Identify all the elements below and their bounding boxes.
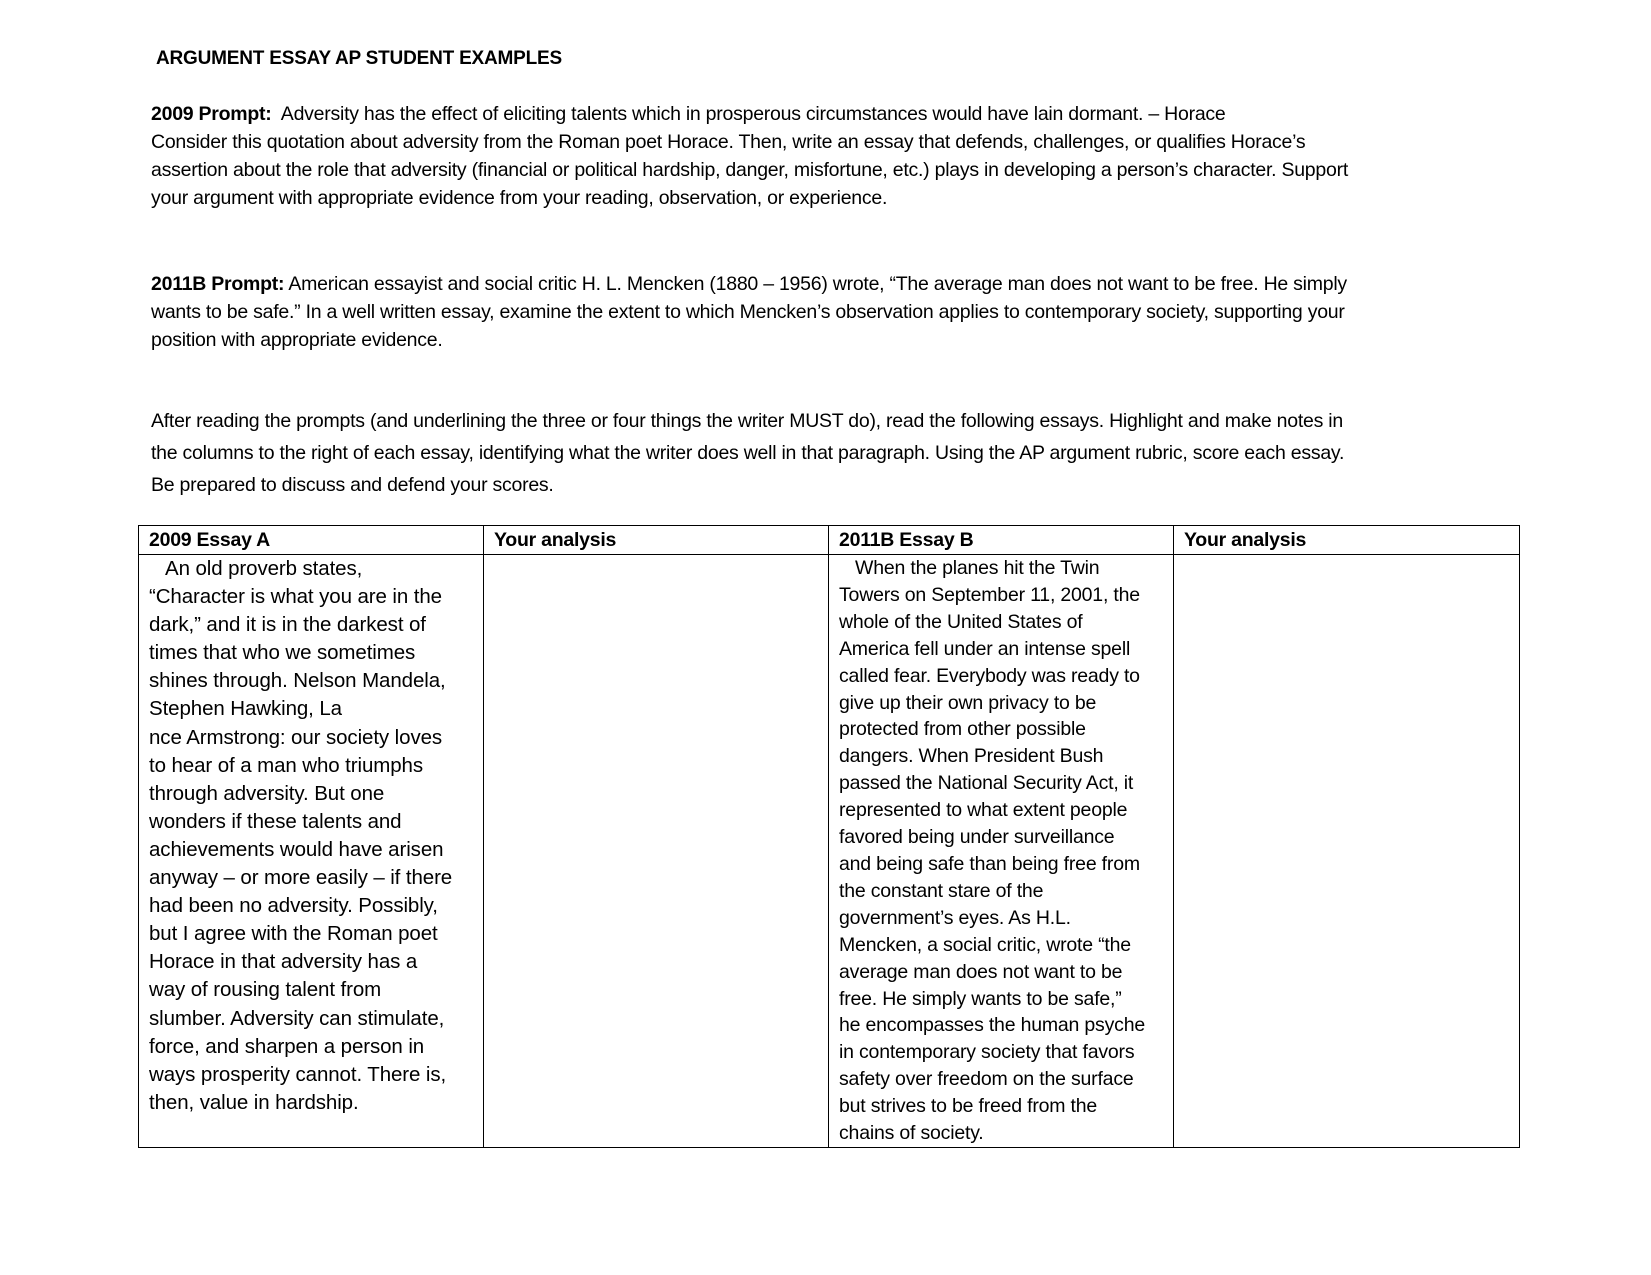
essay-b-line: safety over freedom on the surface xyxy=(839,1068,1134,1091)
prompt-2009-line: Consider this quotation about adversity from the Roman poet Horace. Then, write an essay that defends, challenges, or qualifies Horace’s xyxy=(151,131,1306,153)
instructions xyxy=(151,405,1516,501)
essay-b-line: chains of society. xyxy=(839,1122,984,1145)
essay-b-text xyxy=(829,555,1174,1148)
essay-a-line: achievements would have arisen xyxy=(149,837,444,861)
prompt-2009 xyxy=(151,100,1516,212)
essay-a-line: nce Armstrong: our society loves xyxy=(149,725,443,749)
essay-a-line: then, value in hardship. xyxy=(149,1090,359,1114)
essay-a-line: through adversity. But one xyxy=(149,781,385,805)
essay-b-line: give up their own privacy to be xyxy=(839,691,1097,714)
essay-b-line: passed the National Security Act, it xyxy=(839,772,1134,795)
essay-a-line: shines through. Nelson Mandela, xyxy=(149,669,446,693)
essay-a-line: force, and sharpen a person in xyxy=(149,1034,425,1058)
essay-b-line: whole of the United States of xyxy=(839,610,1083,633)
essay-a-line: to hear of a man who triumphs xyxy=(149,753,423,777)
essay-a-line: dark,” and it is in the darkest of xyxy=(149,613,426,637)
essay-a-line: “Character is what you are in the xyxy=(149,585,442,609)
instructions-line: the columns to the right of each essay, identifying what the writer does well in that paragraph. Using the AP argument rubric, score each essay. xyxy=(151,442,1345,464)
prompt-2009-label: 2009 Prompt: xyxy=(151,103,272,125)
document-title: ARGUMENT ESSAY AP STUDENT EXAMPLES xyxy=(156,48,562,69)
essay-b-line: he encompasses the human psyche xyxy=(839,1014,1145,1037)
analysis-b-cell[interactable] xyxy=(1174,555,1520,1148)
essay-b-line: the constant stare of the xyxy=(839,879,1044,902)
essay-a-line: way of rousing talent from xyxy=(149,978,382,1002)
header-essay-a: 2009 Essay A xyxy=(139,526,484,555)
essay-b-line: but strives to be freed from the xyxy=(839,1095,1098,1118)
prompt-2011b-line: wants to be safe.” In a well written essay, examine the extent to which Mencken’s observation applies to contemporary society, supporting your xyxy=(151,301,1345,323)
essay-b-line: government’s eyes. As H.L. xyxy=(839,906,1071,929)
header-analysis-a: Your analysis xyxy=(484,526,829,555)
essay-a-line: times that who we sometimes xyxy=(149,641,416,665)
essay-a-line: An old proverb states, xyxy=(165,557,363,580)
essay-b-line: and being safe than being free from xyxy=(839,852,1140,875)
essay-b-line: dangers. When President Bush xyxy=(839,745,1104,768)
essay-b-line: protected from other possible xyxy=(839,718,1086,741)
essay-b-line: average man does not want to be xyxy=(839,960,1123,983)
essay-a-line: Stephen Hawking, La xyxy=(149,697,342,721)
essay-a-line: had been no adversity. Possibly, xyxy=(149,894,438,918)
essay-a-line: ways prosperity cannot. There is, xyxy=(149,1062,447,1086)
instructions-line: After reading the prompts (and underlining the three or four things the writer MUST do), read the following essays. Highlight and make notes in xyxy=(151,410,1343,432)
essay-a-line: wonders if these talents and xyxy=(149,809,402,833)
prompt-2009-line: assertion about the role that adversity (financial or political hardship, danger, misfortune, etc.) plays in developing a person’s character. Support xyxy=(151,159,1349,181)
essay-b-line: Towers on September 11, 2001, the xyxy=(839,583,1140,606)
table-row xyxy=(139,555,1520,1148)
essay-b-line: Mencken, a social critic, wrote “the xyxy=(839,933,1131,956)
essay-b-line: free. He simply wants to be safe,” xyxy=(839,987,1122,1010)
instructions-line: Be prepared to discuss and defend your scores. xyxy=(151,474,554,496)
essay-b-line: America fell under an intense spell xyxy=(839,637,1131,660)
prompt-2009-line: Adversity has the effect of eliciting talents which in prosperous circumstances would have lain dormant. – Horace xyxy=(271,103,1226,125)
essay-b-line: When the planes hit the Twin xyxy=(855,557,1100,579)
essay-a-line: slumber. Adversity can stimulate, xyxy=(149,1006,445,1030)
header-analysis-b: Your analysis xyxy=(1174,526,1520,555)
essay-a-line: Horace in that adversity has a xyxy=(149,950,418,974)
essay-a-line: anyway – or more easily – if there xyxy=(149,866,453,890)
essay-a-text xyxy=(139,555,484,1148)
prompt-2011b-line: American essayist and social critic H. L. Mencken (1880 – 1956) wrote, “The average man does not want to be free. He simply xyxy=(284,273,1347,295)
table-header-row xyxy=(139,526,1520,555)
essay-analysis-table xyxy=(138,525,1520,1148)
prompt-2011b xyxy=(151,270,1516,354)
essay-b-line: favored being under surveillance xyxy=(839,826,1115,849)
prompt-2011b-line: position with appropriate evidence. xyxy=(151,329,443,351)
prompt-2009-line: your argument with appropriate evidence from your reading, observation, or experience. xyxy=(151,187,888,209)
essay-a-line: but I agree with the Roman poet xyxy=(149,922,438,946)
essay-b-line: represented to what extent people xyxy=(839,799,1128,822)
prompt-2011b-label: 2011B Prompt: xyxy=(151,273,285,295)
analysis-a-cell[interactable] xyxy=(484,555,829,1148)
essay-b-line: called fear. Everybody was ready to xyxy=(839,664,1140,687)
header-essay-b: 2011B Essay B xyxy=(829,526,1174,555)
essay-b-line: in contemporary society that favors xyxy=(839,1041,1135,1064)
